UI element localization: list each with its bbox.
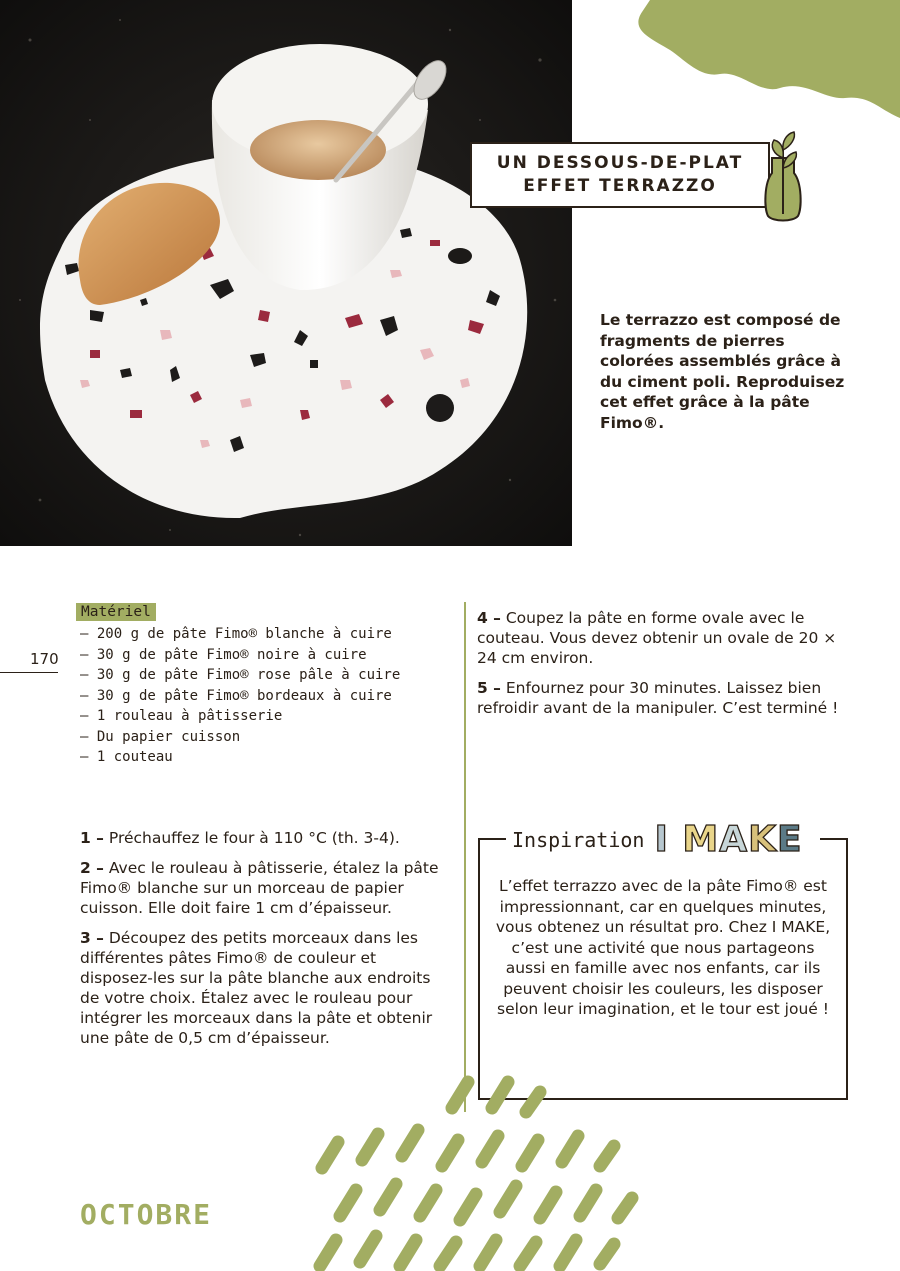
step-text: Enfournez pour 30 minutes. Laissez bien refroidir avant de la manipuler. C’est terminé ! (477, 679, 839, 717)
step-4 (477, 608, 857, 668)
imake-letter: A (719, 819, 749, 860)
steps-column-left (80, 828, 450, 1058)
step-2 (80, 858, 450, 918)
step-number: 3 – (80, 929, 104, 947)
materiel-label: Matériel (76, 603, 156, 621)
step-number: 5 – (477, 679, 501, 697)
inspiration-label: Inspiration (512, 828, 645, 852)
materiel-list (80, 624, 400, 768)
inspiration-box-top-left (478, 838, 506, 840)
inspiration-text: L’effet terrazzo avec de la pâte Fimo® est impressionnant, car en quelques minutes, vous obtenez un résultat pro. Chez I MAKE, c’est une activité que nous partageons aussi en famille avec nos enfants, car ils peuvent choisir les couleurs, les disposer selon leur imagination, et le tour est joué ! (495, 877, 831, 1018)
materiel-item: – 200 g de pâte Fimo® blanche à cuire (80, 626, 392, 642)
materiel-item: – 30 g de pâte Fimo® rose pâle à cuire (80, 667, 401, 683)
intro-text: Le terrazzo est composé de fragments de pierres colorées assemblés grâce à du ciment poli. Reproduisez cet effet grâce à la pâte Fimo®. (600, 311, 845, 432)
step-number: 2 – (80, 859, 104, 877)
step-number: 4 – (477, 609, 501, 627)
materiel-item: – 30 g de pâte Fimo® bordeaux à cuire (80, 687, 392, 704)
step-3 (80, 928, 450, 1048)
step-text: Coupez la pâte en forme ovale avec le couteau. Vous devez obtenir un ovale de 20 × 24 cm environ. (477, 609, 837, 667)
step-text: Découpez des petits morceaux dans les différentes pâtes Fimo® de couleur et disposez-les sur la pâte blanche aux endroits de votre choix. Étalez avec le rouleau pour intégrer les morceaux dans la pâte et obtenir une pâte de 0,5 cm d’épaisseur. (80, 929, 433, 1047)
decorative-green-blob (630, 0, 900, 125)
imake-letter: E (777, 819, 803, 860)
decorative-dash-pattern (300, 1070, 660, 1271)
terrazzo-photo (0, 0, 572, 546)
column-divider (464, 602, 466, 1112)
imake-letter: M (682, 819, 720, 860)
materiel-item: – 30 g de pâte Fimo® noire à cuire (80, 646, 367, 663)
steps-column-right (477, 608, 857, 728)
inspiration-box-top-right (820, 838, 848, 840)
month-label: OCTOBRE (80, 1198, 213, 1231)
page-number: 170 (30, 650, 59, 668)
title-line-2: EFFET TERRAZZO (523, 176, 717, 196)
imake-logo (654, 820, 802, 860)
step-text: Préchauffez le four à 110 °C (th. 3-4). (103, 829, 400, 847)
vase-plant-icon (758, 128, 808, 224)
imake-letter: K (748, 819, 778, 860)
imake-letter: I (654, 819, 669, 860)
materiel-item: – 1 couteau (80, 749, 173, 765)
materiel-item: – Du papier cuisson (80, 728, 241, 745)
step-number: 1 – (80, 829, 104, 847)
step-text: Avec le rouleau à pâtisserie, étalez la pâte Fimo® blanche sur un morceau de papier cuisson. Elle doit faire 1 cm d’épaisseur. (80, 859, 439, 917)
step-5 (477, 678, 857, 718)
inspiration-header (512, 820, 803, 860)
recipe-title (470, 142, 770, 208)
step-1 (80, 828, 450, 848)
page-number-rule (0, 672, 58, 673)
materiel-item: – 1 rouleau à pâtisserie (80, 708, 283, 724)
title-line-1: UN DESSOUS-DE-PLAT (496, 153, 744, 173)
